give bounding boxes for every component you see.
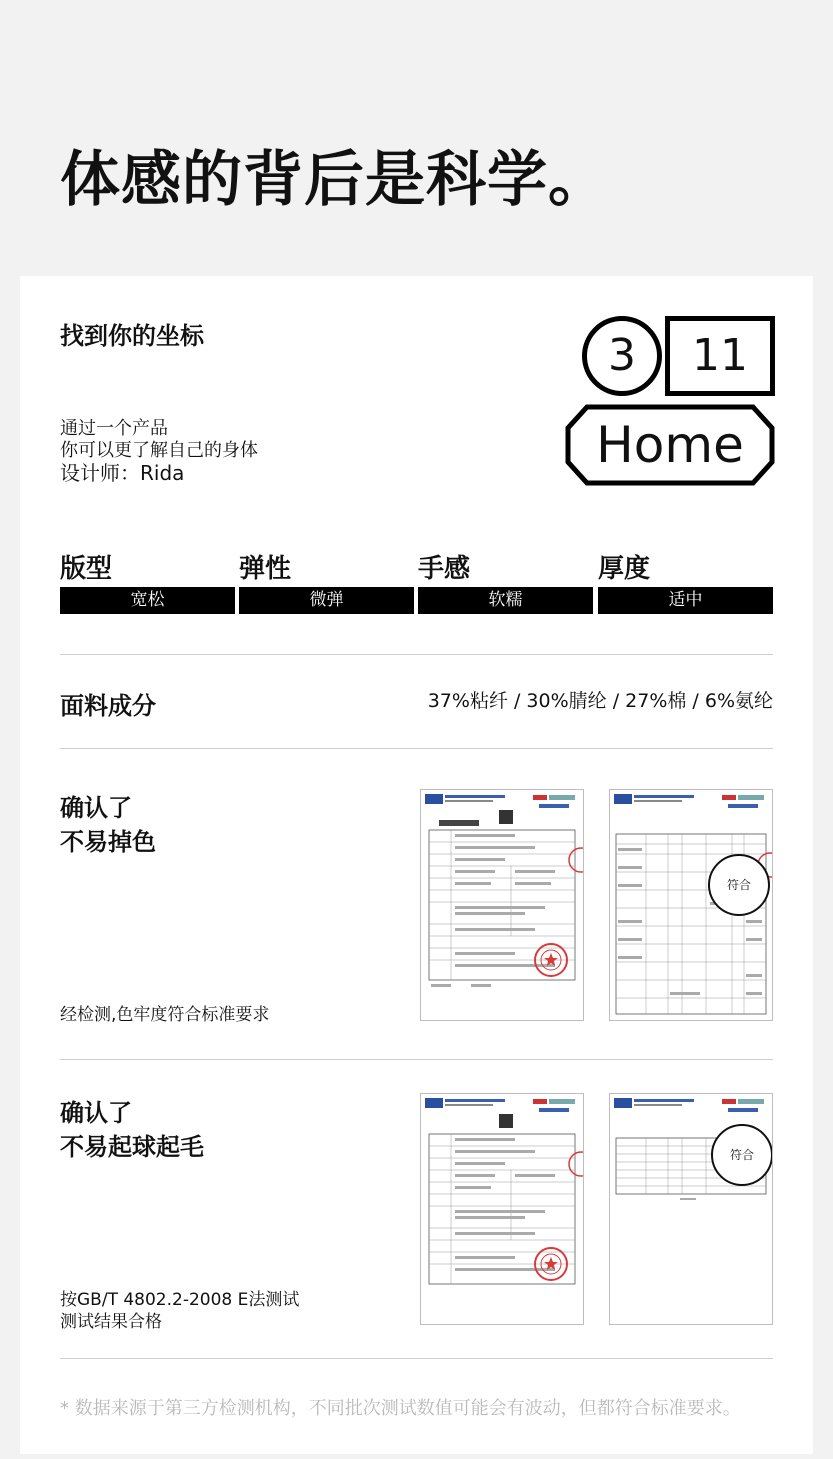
attr-handfeel-label: 手感	[418, 554, 471, 584]
test-result-line-2: 测试结果合格	[60, 1312, 162, 1332]
intro-line-2: 你可以更了解自己的身体	[60, 440, 258, 461]
attr-fit-label: 版型	[60, 554, 113, 584]
logo-home-badge	[565, 404, 775, 486]
attr-thickness-value: 适中	[598, 587, 773, 614]
divider	[60, 1059, 773, 1060]
intro-line-1: 通过一个产品	[60, 418, 168, 439]
attr-handfeel-value: 软糯	[418, 587, 593, 614]
test-title-line-1: 确认了	[60, 1099, 132, 1127]
compliance-badge: 符合	[711, 1124, 773, 1186]
divider	[60, 654, 773, 655]
test-title-line-2: 不易掉色	[60, 828, 156, 856]
report-document	[421, 1094, 583, 1324]
test-title-line-2: 不易起球起毛	[60, 1133, 204, 1161]
attr-elasticity-label: 弹性	[239, 554, 292, 584]
test-report-page	[420, 1093, 584, 1325]
attr-thickness-label: 厚度	[598, 554, 651, 584]
info-card	[20, 276, 813, 1454]
designer-credit: 设计师：Rida	[60, 461, 185, 485]
coordinate-heading: 找到你的坐标	[60, 322, 204, 350]
test-result: 经检测,色牢度符合标准要求	[60, 1005, 270, 1025]
fabric-label: 面料成分	[60, 692, 156, 720]
fabric-composition: 37%粘纤 / 30%腈纶 / 27%棉 / 6%氨纶	[427, 690, 773, 712]
report-document	[421, 790, 583, 1020]
test-title-line-1: 确认了	[60, 794, 132, 822]
test-report-page	[609, 789, 773, 1021]
divider	[60, 1358, 773, 1359]
logo-number-box: 11	[665, 316, 775, 396]
divider	[60, 748, 773, 749]
page-title: 体感的背后是科学。	[60, 145, 609, 215]
data-source-footnote: * 数据来源于第三方检测机构，不同批次测试数值可能会有波动，但都符合标准要求。	[60, 1398, 741, 1419]
attr-elasticity-value: 微弹	[239, 587, 414, 614]
attr-fit-value: 宽松	[60, 587, 235, 614]
logo-home-word: Home	[596, 416, 744, 474]
logo-number-circle: 3	[582, 316, 662, 396]
compliance-badge: 符合	[708, 854, 770, 916]
test-report-page	[609, 1093, 773, 1325]
test-report-page	[420, 789, 584, 1021]
test-result-line-1: 按GB/T 4802.2-2008 E法测试	[60, 1290, 300, 1310]
